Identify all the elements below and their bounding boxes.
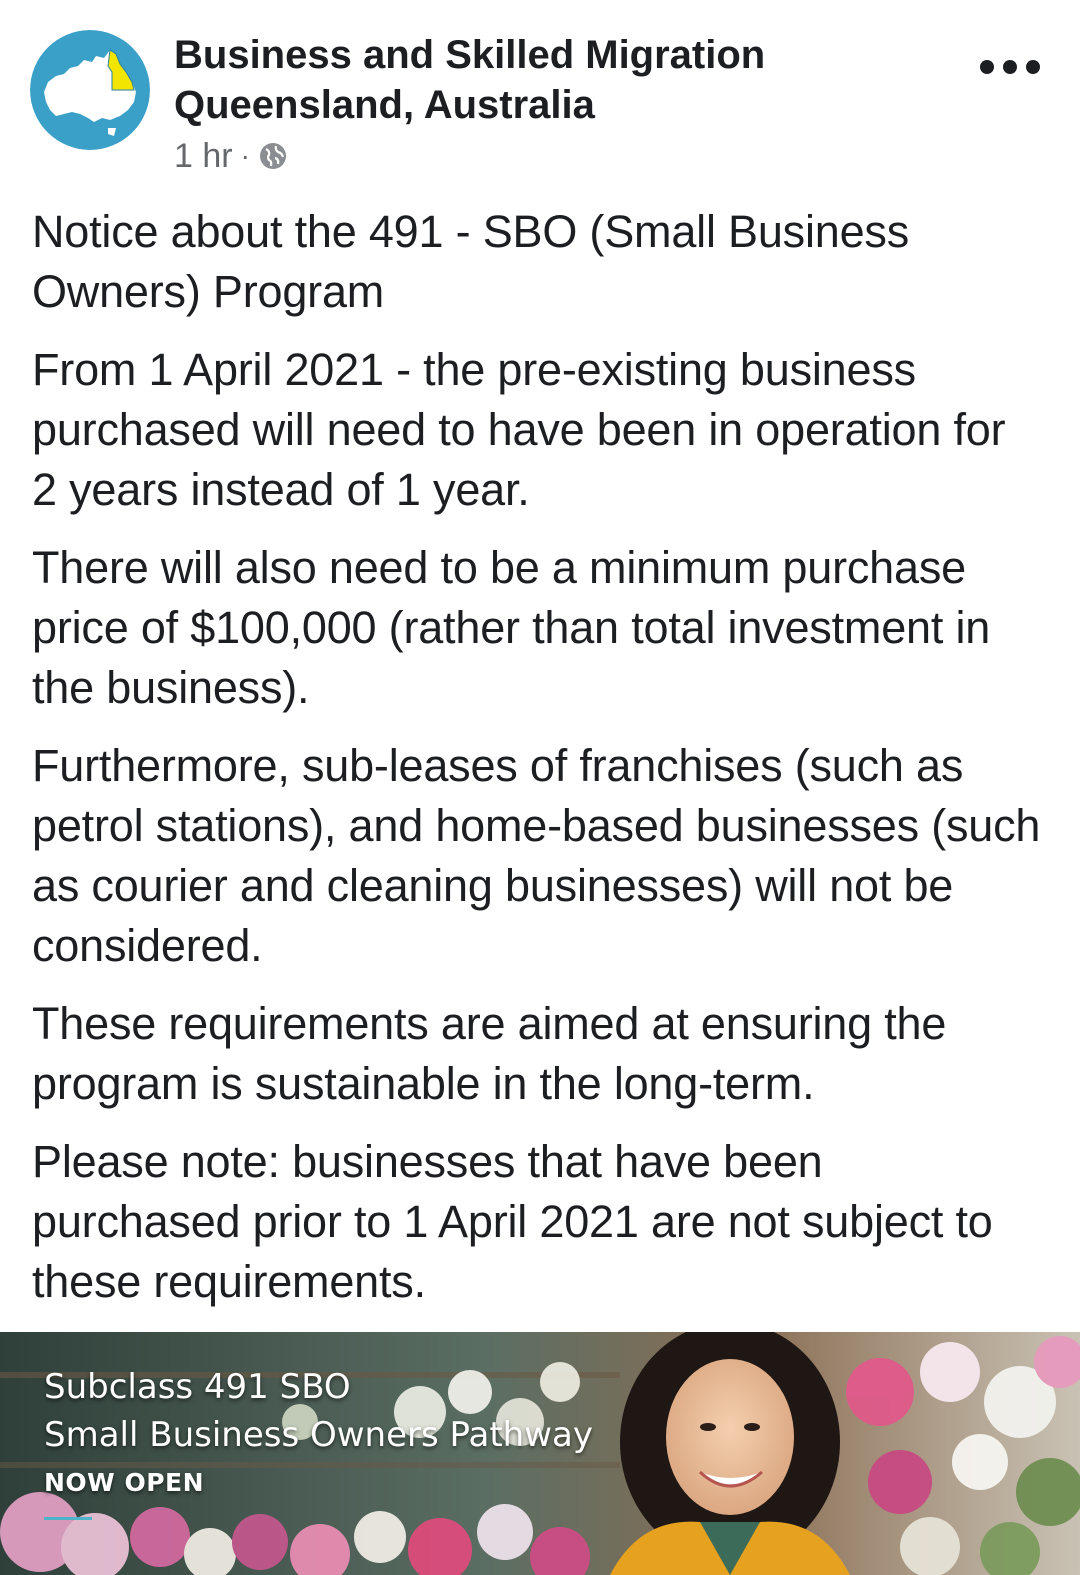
more-options-icon[interactable] xyxy=(980,52,1040,82)
post-paragraph: These requirements are aimed at ensuring the program is sustainable in the long-term. xyxy=(32,998,947,1109)
post-timestamp[interactable]: 1 hr xyxy=(174,136,233,175)
more-dot xyxy=(980,60,994,74)
meta-separator: · xyxy=(240,140,250,171)
page-avatar[interactable] xyxy=(30,30,150,150)
australia-map-icon xyxy=(30,30,150,150)
link-preview-banner[interactable] xyxy=(0,1332,1080,1575)
post-paragraph: From 1 April 2021 - the pre-existing business purchased will need to have been in operation for 2 years instead of 1 year. xyxy=(32,344,1006,515)
post-paragraph: Please note: businesses that have been purchased prior to 1 April 2021 are not subject to these requirements. xyxy=(32,1136,993,1307)
post-paragraph: Notice about the 491 - SBO (Small Business Owners) Program xyxy=(32,206,910,317)
banner-now-open-label: NOW OPEN xyxy=(44,1468,205,1497)
banner-accent-line xyxy=(44,1517,92,1520)
post-meta xyxy=(174,134,288,178)
more-dot xyxy=(1003,60,1017,74)
page-name[interactable]: Business and Skilled Migration Queensland, Australia xyxy=(174,33,766,127)
post-paragraph: There will also need to be a minimum purchase price of $100,000 (rather than total investment in the business). xyxy=(32,542,991,713)
more-dot xyxy=(1026,60,1040,74)
post-header xyxy=(0,0,1080,190)
banner-title: Subclass 491 SBO xyxy=(44,1367,351,1407)
globe-icon[interactable] xyxy=(258,141,288,171)
post-paragraph: Furthermore, sub-leases of franchises (such as petrol stations), and home-based businesses (such as courier and cleaning businesses) will not be considered. xyxy=(32,740,1041,971)
banner-subtitle: Small Business Owners Pathway xyxy=(44,1415,593,1455)
post-body xyxy=(32,202,1042,1330)
